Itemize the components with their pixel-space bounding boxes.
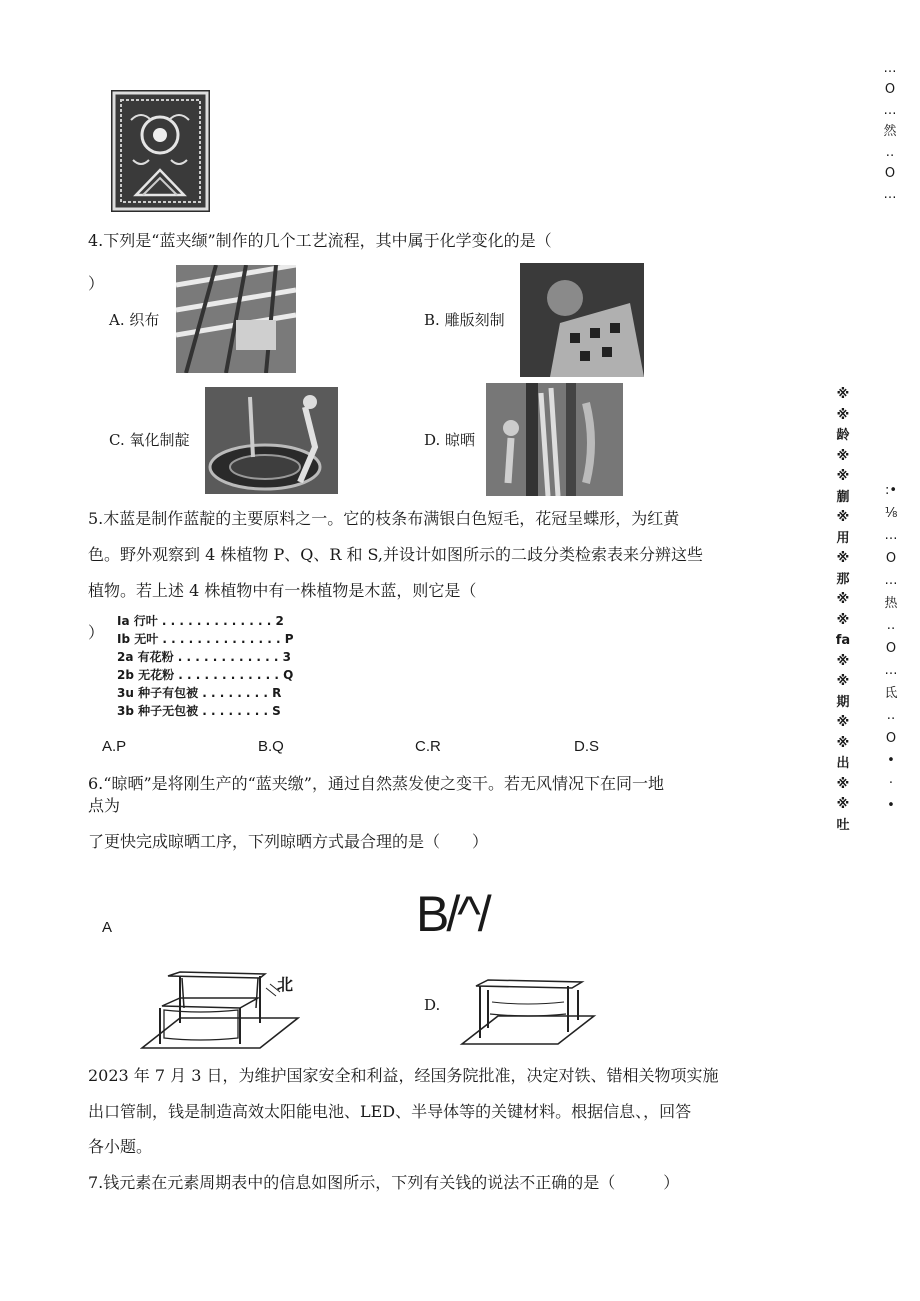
option-letter: B. <box>424 311 440 329</box>
margin-mark: 氐 <box>884 685 898 701</box>
option-letter: D. <box>424 431 441 449</box>
margin-mark: ※ <box>836 776 850 792</box>
margin-mark: ※ <box>836 612 850 628</box>
margin-mark: … <box>883 61 897 76</box>
intro-line-3: 各小题。 <box>88 1137 153 1156</box>
weaving-photo <box>176 265 296 373</box>
q6-option-a-label[interactable]: A <box>102 919 113 936</box>
margin-mark: ※ <box>836 469 850 484</box>
margin-mark: O <box>885 730 897 746</box>
margin-mark: 热 <box>884 595 898 611</box>
intro-line-2: 出口管制，钱是制造高效太阳能电池、LED、半导体等的关键材料。根据信息、，回答 <box>88 1102 692 1121</box>
margin-mark: … <box>883 103 897 118</box>
q5-line-1: 5.木蓝是制作蓝靛的主要原料之一。它的枝条布满银白色短毛，花冠呈蝶形，为红黄 <box>88 509 680 528</box>
drying-rack-d-diagram <box>458 968 598 1050</box>
margin-mark: … <box>884 573 898 588</box>
q4-option-c[interactable] <box>109 429 190 450</box>
q5-option-a[interactable]: A.P <box>102 738 127 755</box>
intro-line-1: 2023 年 7 月 3 日，为维护国家安全和利益，经国务院批准，决定对铁、错相关物项实施 <box>88 1066 719 1085</box>
q6-line-3: 了更快完成晾晒工序，下列晾晒方式最合理的是（ ） <box>88 832 489 851</box>
key-row: 2a 有花粉 . . . . . . . . . . . . 3 <box>117 650 291 664</box>
option-text: 雕版刻制 <box>444 311 505 329</box>
margin-mark: 出 <box>836 756 850 771</box>
margin-mark: ※ <box>836 715 850 730</box>
margin-mark: 然 <box>883 124 897 139</box>
margin-mark: … <box>883 187 897 202</box>
margin-mark: 蒯 <box>836 489 850 505</box>
margin-middle-column <box>830 385 856 853</box>
margin-mark: O <box>884 82 896 97</box>
option-text: 晾晒 <box>445 431 476 449</box>
q6-line-1: 6.“晾晒”是将刚生产的“蓝夹缴”，通过自然蒸发使之变干。若无风情况下在同一地 <box>88 774 664 793</box>
north-label: 北 <box>277 975 294 994</box>
option-text: 氧化制靛 <box>129 431 190 449</box>
batik-pattern-image <box>111 90 210 212</box>
q5-line-3: 植物。若上述 4 株植物中有一株植物是木蓝，则它是（ <box>88 581 477 600</box>
q4-stem: 4.下列是“蓝夹缬”制作的几个工艺流程，其中属于化学变化的是（ <box>88 231 552 250</box>
q5-close: ） <box>88 623 105 642</box>
margin-mark: ※ <box>836 387 850 402</box>
q5-option-d[interactable]: D.S <box>574 738 600 755</box>
margin-mark: … <box>884 528 898 543</box>
option-letter: A. <box>109 311 125 329</box>
margin-mark: ※ <box>836 551 850 566</box>
q4-option-a[interactable] <box>109 309 159 330</box>
q6-option-d-label[interactable]: D. <box>424 996 441 1014</box>
q4-option-d[interactable] <box>424 429 475 450</box>
margin-mark: 用 <box>836 530 850 546</box>
option-text: 织布 <box>129 311 160 329</box>
margin-mark: fa <box>835 633 851 648</box>
indigo-oxidation-photo <box>205 387 338 494</box>
margin-mark: • <box>887 753 895 768</box>
margin-mark: • <box>887 798 895 813</box>
margin-mark: ‥ <box>886 708 896 723</box>
sun-drying-photo <box>486 383 623 496</box>
q6-option-b-label[interactable]: B/^/ <box>416 886 489 942</box>
margin-mark: 龄 <box>836 428 850 443</box>
margin-top-column <box>876 58 904 205</box>
margin-mark: 那 <box>836 571 850 587</box>
key-row: Ia 行叶 . . . . . . . . . . . . . 2 <box>117 614 284 628</box>
margin-mark: ※ <box>836 735 850 751</box>
margin-mark: ※ <box>836 407 850 423</box>
margin-mark: ※ <box>836 674 850 689</box>
margin-mark: ※ <box>836 510 850 525</box>
margin-mark: … <box>884 663 898 678</box>
drying-rack-c-diagram <box>140 968 300 1053</box>
margin-mark: O <box>885 550 897 566</box>
margin-mark: 期 <box>836 694 850 710</box>
key-row: 3u 种子有包被 . . . . . . . . R <box>117 686 282 700</box>
margin-mark: ※ <box>836 653 850 669</box>
margin-mark: ‥ <box>886 618 896 633</box>
margin-mark: 吐 <box>836 817 850 833</box>
key-row: Ib 无叶 . . . . . . . . . . . . . . P <box>117 632 294 646</box>
q5-option-c[interactable]: C.R <box>415 738 441 755</box>
q7-stem: 7.钱元素在元素周期表中的信息如图所示，下列有关钱的说法不正确的是（ ） <box>88 1173 680 1192</box>
margin-mark: ※ <box>836 797 850 812</box>
key-row: 3b 种子无包被 . . . . . . . . S <box>117 704 281 718</box>
margin-mark: O <box>885 640 897 656</box>
key-row: 2b 无花粉 . . . . . . . . . . . . Q <box>117 668 294 682</box>
q6-line-2: 点为 <box>88 796 121 815</box>
q4-option-b[interactable] <box>424 309 505 330</box>
margin-mark: ⅛ <box>884 505 898 521</box>
margin-mark: :• <box>884 483 898 498</box>
margin-mark: · <box>888 775 894 791</box>
margin-mark: ‥ <box>885 145 895 160</box>
option-letter: C. <box>109 431 125 449</box>
q4-stem-close: ） <box>88 274 105 293</box>
margin-mark: ※ <box>836 448 850 464</box>
q5-option-b[interactable]: B.Q <box>258 738 284 755</box>
margin-mark: ※ <box>836 592 850 607</box>
board-carving-photo <box>520 263 644 377</box>
q5-line-2: 色。野外观察到 4 株植物 P、Q、R 和 S,并设计如图所示的二歧分类检索表来分辨这些 <box>88 545 704 564</box>
margin-mark: O <box>884 166 896 181</box>
margin-right-column <box>876 480 906 818</box>
